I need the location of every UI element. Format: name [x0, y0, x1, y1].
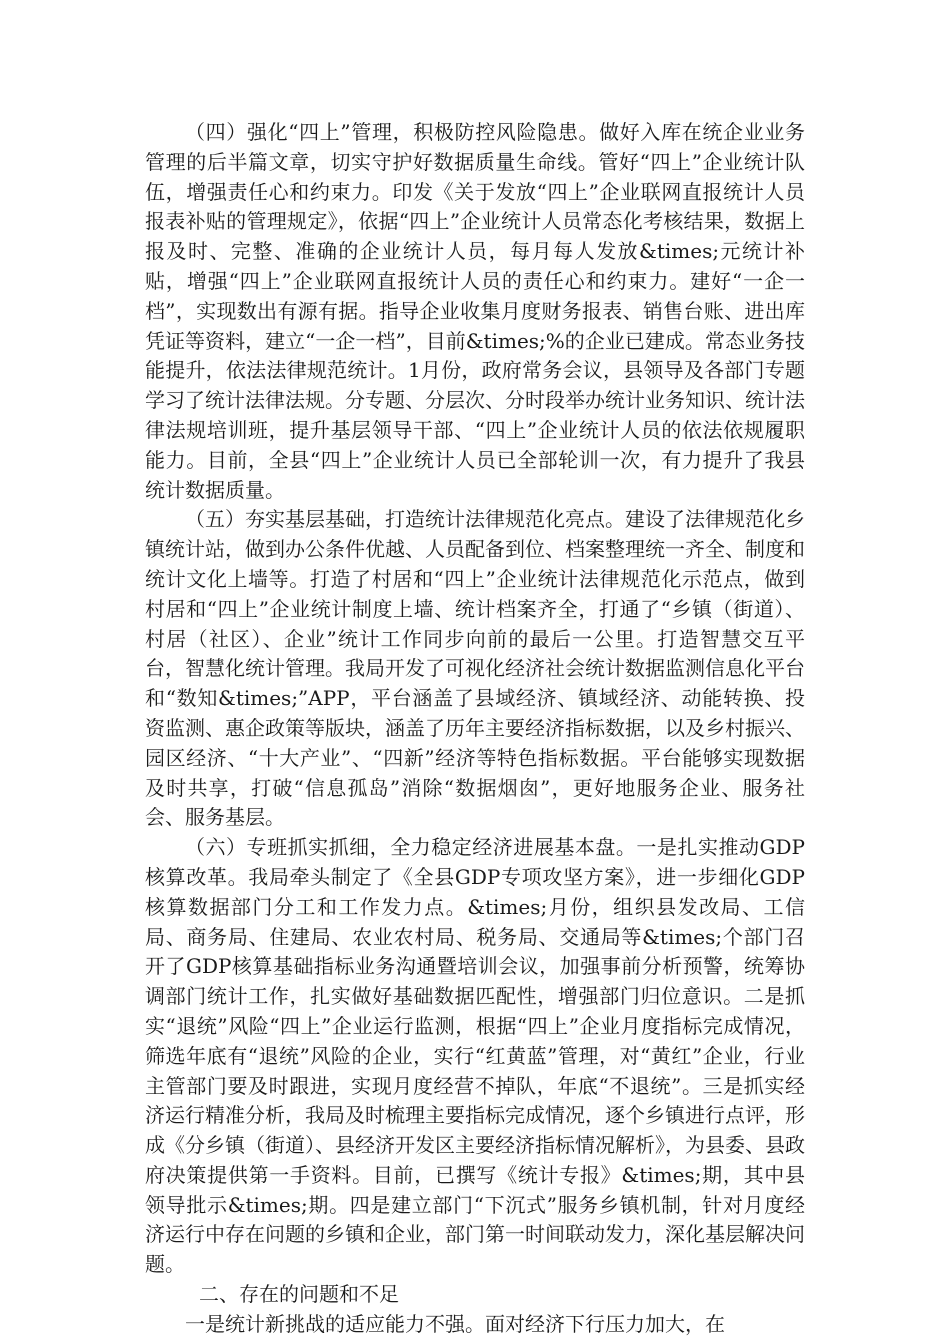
section-heading-problems: 二、存在的问题和不足 [199, 1282, 399, 1307]
document-body [145, 118, 805, 1340]
paragraph-management: （四）强化“四上”管理，积极防控风险隐患。做好入库在统企业业务管理的后半篇文章，切实守护好数据质量生命线。管好“四上”企业统计队伍，增强责任心和约束力。印发《关于发放“四上”企业联网直报统计人员报表补贴的管理规定》，依据“四上”企业统计人员常态化考核结果，数据上报及时、完整、准确的企业统计人员，每月每人发放&times;元统计补贴，增强“四上”企业联网直报统计人员的责任心和约束力。建好“一企一档”，实现数出有源有据。指导企业收集月度财务报表、销售台账、进出库凭证等资料，建立“一企一档”，目前&times;%的企业已建成。常态业务技能提升，依法法律规范统计。1月份，政府常务会议，县领导及各部门专题学习了统计法律法规。分专题、分层次、分时段举办统计业务知识、统计法律法规培训班，提升基层领导干部、“四上”企业统计人员的依法依规履职能力。目前，全县“四上”企业统计人员已全部轮训一次，有力提升了我县统计数据质量。 [145, 120, 805, 502]
paragraph-problem-one: 一是统计新挑战的适应能力不强。面对经济下行压力加大，在 [185, 1311, 725, 1336]
paragraph-grassroots: （五）夯实基层基础，打造统计法律规范化亮点。建设了法律规范化乡镇统计站，做到办公条件优越、人员配备到位、档案整理统一齐全、制度和统计文化上墙等。打造了村居和“四上”企业统计法律规范化示范点，做到村居和“四上”企业统计制度上墙、统计档案齐全，打通了“乡镇（街道）、村居（社区）、企业”统计工作同步向前的最后一公里。打造智慧交互平台，智慧化统计管理。我局开发了可视化经济社会统计数据监测信息化平台和“数知&times;”APP，平台涵盖了县域经济、镇域经济、动能转换、投资监测、惠企政策等版块，涵盖了历年主要经济指标数据，以及乡村振兴、园区经济、“十大产业”、“四新”经济等特色指标数据。平台能够实现数据及时共享，打破“信息孤岛”消除“数据烟囱”，更好地服务企业、服务社会、服务基层。 [145, 507, 805, 830]
paragraph-economy: （六）专班抓实抓细，全力稳定经济进展基本盘。一是扎实推动GDP核算改革。我局牵头制定了《全县GDP专项攻坚方案》，进一步细化GDP核算数据部门分工和工作发力点。&times;月份，组织县发改局、工信局、商务局、住建局、农业农村局、税务局、交通局等&times;个部门召开了GDP核算基础指标业务沟通暨培训会议，加强事前分析预警，统筹协调部门统计工作，扎实做好基础数据匹配性，增强部门归位意识。二是抓实“退统”风险“四上”企业运行监测，根据“四上”企业月度指标完成情况，筛选年底有“退统”风险的企业，实行“红黄蓝”管理，对“黄红”企业，行业主管部门要及时跟进，实现月度经营不掉队，年底“不退统”。三是抓实经济运行精准分析，我局及时梳理主要指标完成情况，逐个乡镇进行点评，形成《分乡镇（街道）、县经济开发区主要经济指标情况解析》，为县委、县政府决策提供第一手资料。目前，已撰写《统计专报》&times;期，其中县领导批示&times;期。四是建立部门“下沉式”服务乡镇机制，针对月度经济运行中存在问题的乡镇和企业，部门第一时间联动发力，深化基层解决问题。 [145, 835, 805, 1277]
